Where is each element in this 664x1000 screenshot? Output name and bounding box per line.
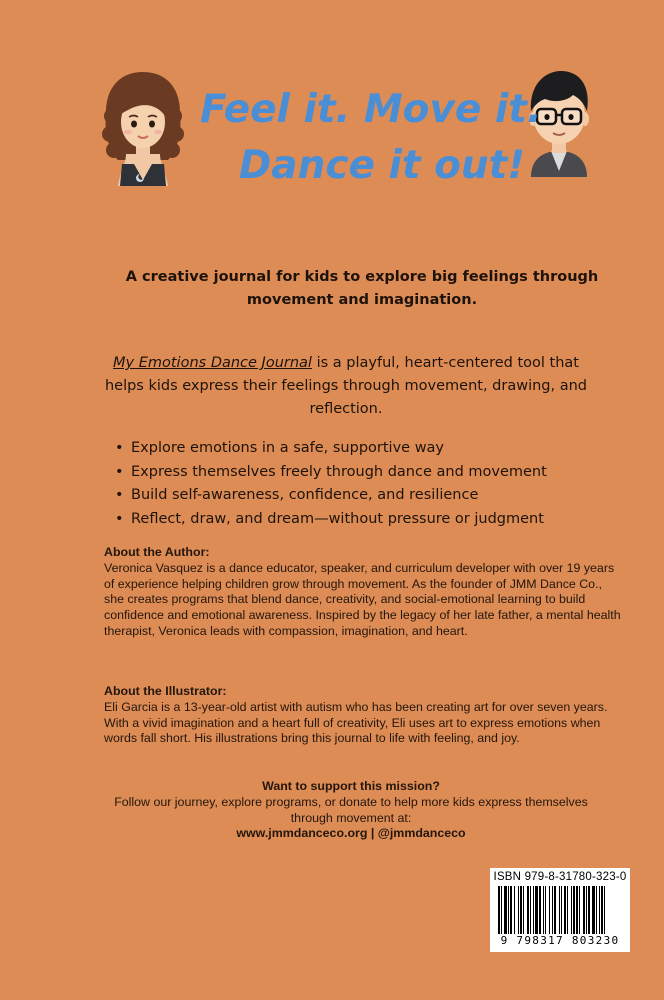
headline: [160, 82, 540, 194]
barcode-bar: [592, 886, 595, 934]
support-section: [96, 779, 606, 842]
bullet-icon: •: [115, 463, 124, 480]
about-illustrator-body: Eli Garcia is a 13-year-old artist with autism who has been creating art for over seven years. With a vivid imagination and a heart full of creativity, Eli uses art to express emotions when words fall short. His illustrations bring this journal to life with feeling, and joy.: [104, 699, 608, 746]
barcode-bar: [576, 886, 578, 934]
barcode-bar: [504, 886, 507, 934]
barcode-bar: [561, 886, 562, 934]
barcode-bar: [588, 886, 590, 934]
barcode-bar: [567, 886, 568, 934]
bullet-text: Express themselves freely through dance and movement: [131, 463, 547, 480]
about-illustrator-heading: About the Illustrator:: [104, 684, 227, 698]
barcode-bar: [523, 886, 524, 934]
barcode-bar: [573, 886, 575, 934]
list-item: [114, 461, 634, 485]
isbn-label: ISBN 979-8-31780-323-0: [493, 871, 627, 883]
barcode-bar: [604, 886, 605, 934]
barcode-bar: [596, 886, 597, 934]
barcode-bar: [564, 886, 566, 934]
barcode-bar: [535, 886, 538, 934]
barcode-bar: [543, 886, 544, 934]
barcode-bar: [549, 886, 550, 934]
barcode-bar: [545, 886, 546, 934]
barcode-bar: [552, 886, 553, 934]
barcode-bar: [501, 886, 502, 934]
about-author-section: [104, 545, 624, 640]
barcode-bar: [601, 886, 603, 934]
barcode-bar: [599, 886, 600, 934]
intro-text: is a playful, heart-centered tool that helps kids express their feelings through movement, drawing, and reflection.: [104, 355, 588, 417]
bullet-icon: •: [115, 510, 124, 527]
bullet-text: Reflect, draw, and dream—without pressure or judgment: [131, 510, 544, 527]
barcode-bar: [508, 886, 509, 934]
bullet-icon: •: [115, 487, 124, 503]
support-heading: Want to support this mission?: [262, 779, 440, 793]
barcode-bar: [579, 886, 580, 934]
barcode: [498, 886, 622, 934]
headline-line-2: Dance it out!: [238, 143, 526, 188]
intro-paragraph: [96, 352, 596, 421]
barcode-bar: [533, 886, 534, 934]
benefit-list: [114, 437, 634, 531]
book-title: My Emotions Dance Journal: [113, 355, 312, 371]
barcode-bar: [539, 886, 541, 934]
barcode-bar: [498, 886, 500, 934]
barcode-bar: [530, 886, 531, 934]
barcode-bar: [510, 886, 512, 934]
support-links: www.jmmdanceco.org | @jmmdanceco: [236, 826, 466, 841]
barcode-bar: [518, 886, 519, 934]
list-item: [114, 484, 634, 508]
bullet-text: Explore emotions in a safe, supportive way: [131, 440, 445, 456]
about-author-heading: About the Author:: [104, 545, 210, 559]
barcode-bar: [514, 886, 515, 934]
barcode-bar: [559, 886, 560, 934]
headline-line-1: Feel it. Move it.: [200, 87, 542, 132]
list-item: [114, 508, 634, 532]
bullet-icon: •: [115, 440, 124, 456]
bullet-text: Build self-awareness, confidence, and resilience: [131, 487, 479, 503]
barcode-bar: [571, 886, 572, 934]
about-author-body: Veronica Vasquez is a dance educator, speaker, and curriculum developer with over 19 years of experience helping children grow through movement. As the founder of JMM Dance Co., she creates programs that blend dance, creativity, and social-emotional learning to build confidence and emotional awareness. Inspired by the legacy of her late father, a mental health therapist, Veronica leads with compassion, imagination, and heart.: [104, 560, 621, 638]
barcode-bar: [527, 886, 529, 934]
barcode-digits: 9 798317 803230: [500, 934, 620, 947]
barcode-bar: [520, 886, 522, 934]
isbn-barcode-box: [490, 868, 630, 952]
barcode-bar: [583, 886, 585, 934]
about-illustrator-section: [104, 684, 624, 747]
support-body: Follow our journey, explore programs, or donate to help more kids express themselves through movement at:: [114, 794, 588, 825]
tagline: A creative journal for kids to explore big feelings through movement and imagination.: [125, 269, 599, 308]
barcode-bar: [586, 886, 587, 934]
barcode-bar: [554, 886, 556, 934]
list-item: [114, 437, 634, 461]
